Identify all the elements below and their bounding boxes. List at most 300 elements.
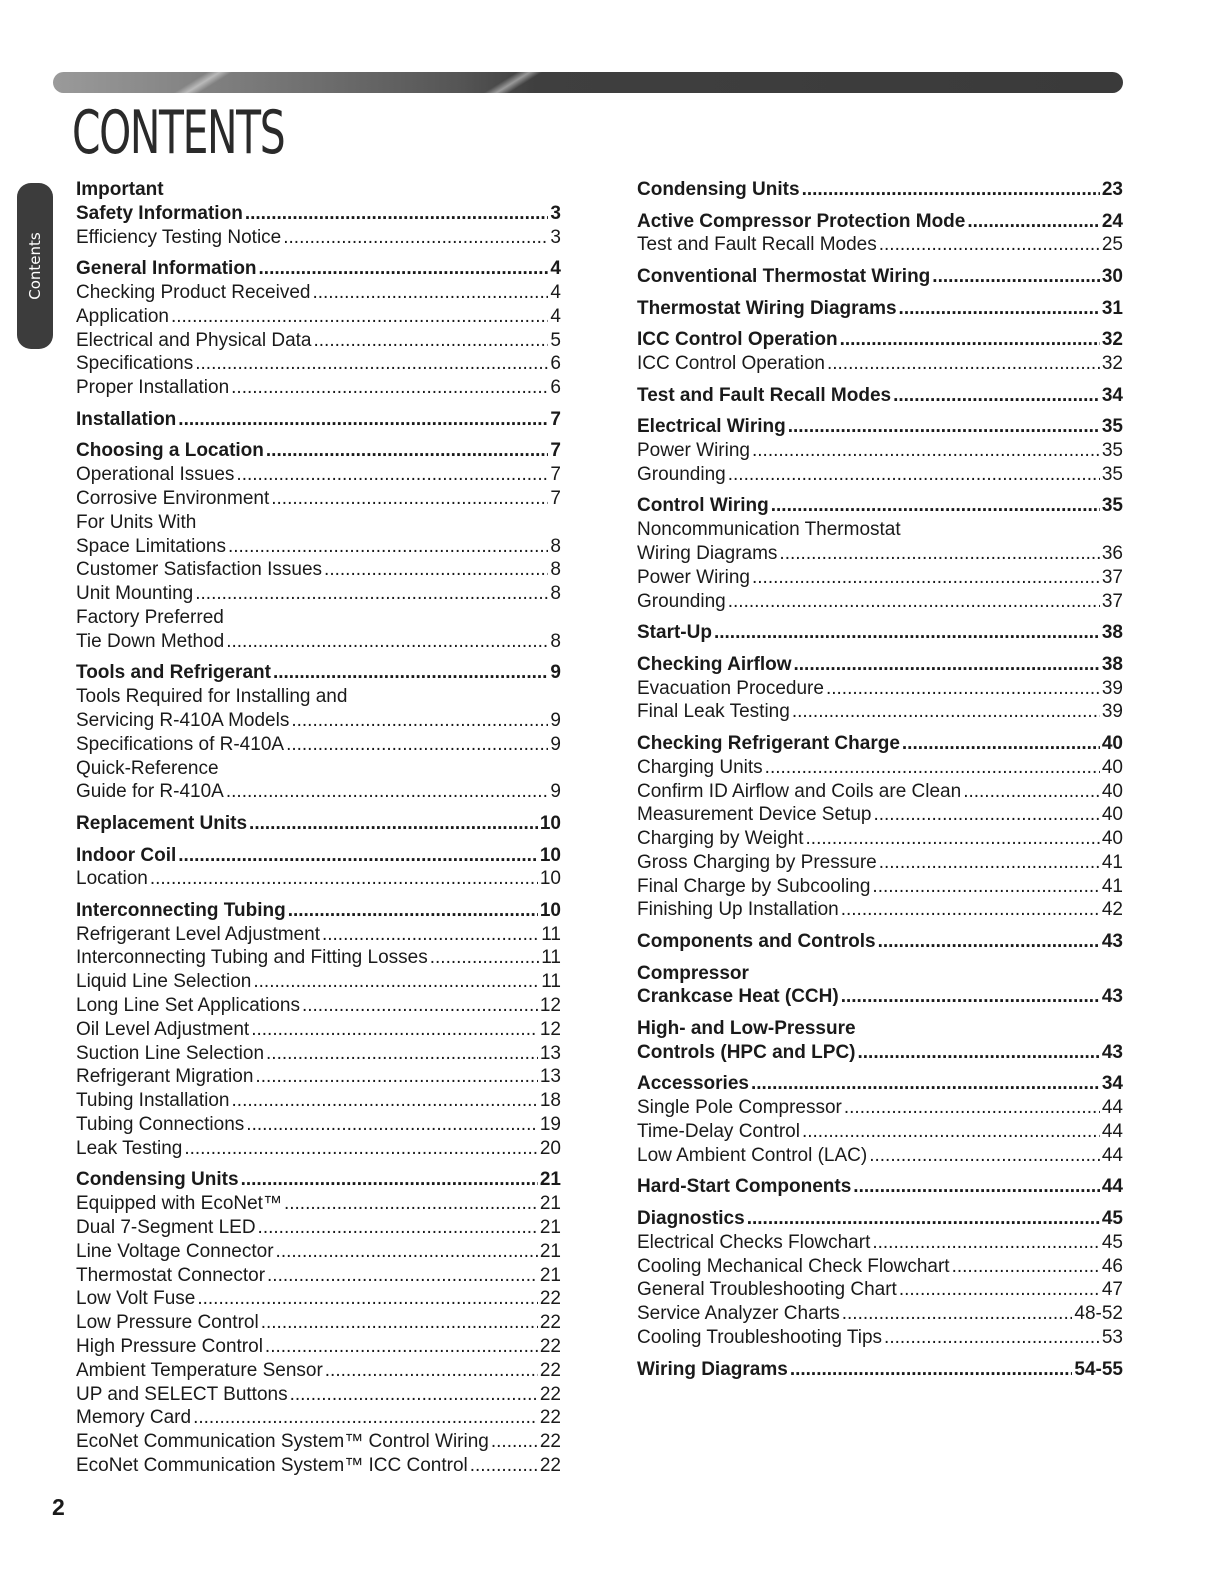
toc-entry [637, 1302, 1123, 1326]
toc-section-heading [637, 415, 1123, 439]
toc-section-heading [76, 178, 561, 202]
toc-entry-title: Proper Installation [76, 377, 230, 399]
toc-page-number: 8 [550, 583, 561, 605]
toc-section-heading [637, 265, 1123, 289]
toc-entry [76, 1240, 561, 1264]
toc-page-number: 4 [550, 281, 561, 303]
dot-leader [226, 630, 548, 654]
toc-page-number: 45 [1101, 1231, 1123, 1253]
toc-entry-title: Crankcase Heat (CCH) [637, 986, 839, 1008]
dot-leader [779, 542, 1099, 566]
dot-leader [266, 1042, 538, 1066]
toc-entry-title: ICC Control Operation [637, 329, 838, 351]
toc-page-number: 35 [1101, 416, 1123, 438]
toc-entry-title: Final Leak Testing [637, 701, 790, 723]
toc-entry [637, 827, 1123, 851]
toc-page-number: 21 [539, 1264, 561, 1286]
toc-page-number: 9 [550, 733, 561, 755]
dot-leader [872, 875, 1099, 899]
dot-leader [878, 930, 1100, 954]
dot-leader [788, 415, 1100, 439]
toc-entry [637, 1144, 1123, 1168]
toc-page-number: 4 [550, 258, 561, 280]
toc-entry-title: Efficiency Testing Notice [76, 226, 282, 248]
toc-page-number: 7 [550, 440, 561, 462]
toc-entry-title: Choosing a Location [76, 440, 264, 462]
toc-entry [637, 463, 1123, 487]
toc-entry-title: Corrosive Environment [76, 487, 270, 509]
toc-entry-title: Safety Information [76, 202, 243, 224]
toc-entry-title: Interconnecting Tubing and Fitting Losses [76, 947, 428, 969]
toc-entry-title: Start-Up [637, 622, 712, 644]
toc-page-number: 9 [550, 662, 561, 684]
toc-entry [637, 518, 1123, 542]
toc-entry [637, 875, 1123, 899]
toc-section-heading [76, 408, 561, 432]
toc-section-heading [76, 1168, 561, 1192]
toc-entry-title: Tie Down Method [76, 630, 225, 652]
dot-leader [273, 661, 548, 685]
toc-entry [637, 542, 1123, 566]
toc-page-number: 24 [1101, 210, 1123, 232]
toc-page-number: 22 [539, 1383, 561, 1405]
toc-entry-title: Tools and Refrigerant [76, 662, 271, 684]
dot-leader [197, 1287, 538, 1311]
toc-entry-title: Replacement Units [76, 812, 248, 834]
toc-entry-title: Wiring Diagrams [637, 542, 778, 564]
toc-entry-title: Dual 7-Segment LED [76, 1217, 256, 1239]
toc-entry [76, 733, 561, 757]
toc-page-number: 22 [539, 1336, 561, 1358]
toc-entry [76, 582, 561, 606]
dot-leader [150, 867, 538, 891]
dot-leader [271, 487, 548, 511]
toc-section-heading [76, 257, 561, 281]
toc-page-number: 10 [539, 899, 561, 921]
dot-leader [792, 700, 1100, 724]
toc-entry [76, 867, 561, 891]
toc-page-number: 35 [1101, 463, 1123, 485]
dot-leader [288, 899, 538, 923]
dot-leader [184, 1137, 538, 1161]
toc-page-number: 43 [1101, 1041, 1123, 1063]
toc-entry-title: High Pressure Control [76, 1336, 263, 1358]
dot-leader [261, 1311, 538, 1335]
toc-section-heading [637, 1041, 1123, 1065]
toc-page-number: 40 [1101, 756, 1123, 778]
toc-entry-title: Finishing Up Installation [637, 899, 839, 921]
dot-leader [873, 803, 1099, 827]
dot-leader [491, 1430, 538, 1454]
toc-page-number: 40 [1101, 828, 1123, 850]
toc-page-number: 35 [1101, 439, 1123, 461]
toc-section-heading [76, 812, 561, 836]
toc-page-number: 53 [1101, 1327, 1123, 1349]
toc-entry-title: Diagnostics [637, 1208, 745, 1230]
toc-page-number: 31 [1101, 297, 1123, 319]
toc-entry-title: Electrical Checks Flowchart [637, 1231, 871, 1253]
toc-entry-title: High- and Low-Pressure [637, 1018, 856, 1040]
dot-leader [771, 494, 1100, 518]
toc-page-number: 21 [539, 1240, 561, 1262]
toc-entry [76, 329, 561, 353]
toc-entry [76, 606, 561, 630]
toc-entry-title: Location [76, 868, 148, 890]
dot-leader [241, 1168, 538, 1192]
toc-page-number: 3 [550, 202, 561, 224]
dot-leader [879, 233, 1100, 257]
toc-page-number: 9 [550, 709, 561, 731]
toc-entry [76, 994, 561, 1018]
toc-page-number: 8 [550, 535, 561, 557]
toc-page-number: 34 [1101, 1073, 1123, 1095]
dot-leader [171, 305, 548, 329]
toc-entry-title: Charging by Weight [637, 828, 804, 850]
toc-entry-title: Refrigerant Migration [76, 1066, 254, 1088]
toc-page-number: 44 [1101, 1144, 1123, 1166]
toc-page-number: 10 [539, 812, 561, 834]
dot-leader [290, 1383, 538, 1407]
toc-page-number: 43 [1101, 986, 1123, 1008]
toc-page-number: 39 [1101, 677, 1123, 699]
dot-leader [841, 985, 1100, 1009]
toc-section-heading [637, 1207, 1123, 1231]
toc-entry-title: Grounding [637, 463, 726, 485]
dot-leader [728, 590, 1100, 614]
toc-entry-title: Specifications [76, 353, 194, 375]
toc-entry [76, 630, 561, 654]
toc-page-number: 48-52 [1074, 1303, 1123, 1325]
dot-leader [245, 202, 549, 226]
dot-leader [752, 439, 1100, 463]
toc-entry [76, 1287, 561, 1311]
toc-entry-title: Checking Refrigerant Charge [637, 732, 900, 754]
toc-entry-title: Measurement Device Setup [637, 804, 872, 826]
toc-page-number: 35 [1101, 495, 1123, 517]
toc-entry-title: Factory Preferred [76, 606, 224, 628]
toc-entry [76, 535, 561, 559]
dot-leader [932, 265, 1100, 289]
toc-entry [76, 511, 561, 535]
toc-page-number: 13 [539, 1066, 561, 1088]
toc-entry [637, 803, 1123, 827]
toc-entry [637, 352, 1123, 376]
toc-entry-title: Liquid Line Selection [76, 971, 252, 993]
dot-leader [751, 1072, 1100, 1096]
toc-entry-title: Low Pressure Control [76, 1312, 259, 1334]
header-decorative-bar [53, 72, 1123, 93]
toc-entry-title: Wiring Diagrams [637, 1358, 788, 1380]
dot-leader [470, 1454, 538, 1478]
toc-entry-title: Condensing Units [76, 1169, 239, 1191]
toc-section-heading [76, 439, 561, 463]
dot-leader [967, 210, 1100, 234]
toc-entry [76, 685, 561, 709]
dot-leader [232, 1089, 538, 1113]
dot-leader [286, 733, 548, 757]
dot-leader [844, 1096, 1100, 1120]
dot-leader [806, 827, 1100, 851]
toc-page-number: 8 [550, 559, 561, 581]
toc-page-number: 9 [550, 781, 561, 803]
toc-entry-title: Cooling Mechanical Check Flowchart [637, 1255, 950, 1277]
toc-section-heading [637, 653, 1123, 677]
toc-entry-title: Leak Testing [76, 1137, 183, 1159]
dot-leader [879, 851, 1100, 875]
toc-entry-title: Test and Fault Recall Modes [637, 384, 892, 406]
toc-entry [76, 1192, 561, 1216]
dot-leader [249, 812, 538, 836]
toc-page-number: 38 [1101, 622, 1123, 644]
toc-right-column [637, 178, 1123, 1381]
toc-entry-title: Interconnecting Tubing [76, 899, 286, 921]
dot-leader [842, 1302, 1073, 1326]
toc-page-number: 46 [1101, 1255, 1123, 1277]
dot-leader [884, 1326, 1100, 1350]
toc-entry [76, 1383, 561, 1407]
toc-entry-title: Condensing Units [637, 179, 800, 200]
dot-leader [178, 408, 548, 432]
dot-leader [259, 257, 549, 281]
toc-page-number: 45 [1101, 1208, 1123, 1230]
toc-page-number: 25 [1101, 234, 1123, 256]
toc-entry [637, 233, 1123, 257]
dot-leader [893, 384, 1100, 408]
dot-leader [802, 1120, 1100, 1144]
toc-entry [76, 1335, 561, 1359]
toc-entry [76, 780, 561, 804]
toc-entry [637, 1326, 1123, 1350]
dot-leader [790, 1358, 1073, 1382]
toc-section-heading [637, 985, 1123, 1009]
toc-entry [76, 1065, 561, 1089]
toc-entry [637, 756, 1123, 780]
toc-entry-title: Checking Product Received [76, 281, 311, 303]
toc-entry [76, 1137, 561, 1161]
toc-section-heading [637, 962, 1123, 986]
toc-entry-title: Space Limitations [76, 535, 226, 557]
toc-entry [637, 439, 1123, 463]
dot-leader [853, 1175, 1100, 1199]
toc-entry [637, 898, 1123, 922]
toc-page-number: 22 [539, 1312, 561, 1334]
toc-entry-title: Active Compressor Protection Mode [637, 210, 966, 232]
toc-page-number: 39 [1101, 701, 1123, 723]
toc-entry-title: Compressor [637, 962, 749, 984]
side-tab-label: Contents [26, 232, 44, 300]
toc-entry [76, 376, 561, 400]
dot-leader [963, 780, 1100, 804]
dot-leader [322, 923, 539, 947]
toc-entry-title: Ambient Temperature Sensor [76, 1359, 323, 1381]
toc-entry-title: Noncommunication Thermostat [637, 519, 901, 541]
toc-entry-title: General Troubleshooting Chart [637, 1279, 897, 1301]
toc-entry [637, 780, 1123, 804]
toc-entry [76, 709, 561, 733]
dot-leader [752, 566, 1100, 590]
dot-leader [178, 844, 538, 868]
toc-entry-title: Tubing Installation [76, 1090, 230, 1112]
dot-leader [226, 780, 549, 804]
toc-entry-title: Final Charge by Subcooling [637, 875, 871, 897]
toc-section-heading [637, 621, 1123, 645]
dot-leader [195, 582, 548, 606]
toc-entry-title: Time-Delay Control [637, 1121, 800, 1143]
toc-section-heading [637, 178, 1123, 202]
dot-leader [841, 898, 1100, 922]
toc-section-heading [76, 844, 561, 868]
toc-section-heading [637, 328, 1123, 352]
dot-leader [858, 1041, 1100, 1065]
toc-page-number: 34 [1101, 384, 1123, 406]
dot-leader [283, 226, 548, 250]
toc-entry [76, 1359, 561, 1383]
toc-page-number: 44 [1101, 1121, 1123, 1143]
toc-entry-title: Gross Charging by Pressure [637, 851, 877, 873]
toc-entry [76, 1042, 561, 1066]
dot-leader [266, 439, 549, 463]
dot-leader [872, 1231, 1100, 1255]
toc-entry [76, 946, 561, 970]
toc-entry [637, 851, 1123, 875]
dot-leader [267, 1264, 538, 1288]
toc-page-number: 11 [541, 947, 561, 969]
toc-entry-title: Memory Card [76, 1407, 192, 1429]
toc-entry [76, 487, 561, 511]
dot-leader [899, 1278, 1100, 1302]
toc-entry-title: Checking Airflow [637, 653, 792, 675]
toc-section-heading [637, 1358, 1123, 1382]
toc-page-number: 30 [1101, 265, 1123, 287]
toc-page-number: 5 [550, 329, 561, 351]
toc-section-heading [637, 297, 1123, 321]
toc-section-heading [637, 494, 1123, 518]
dot-leader [826, 677, 1100, 701]
dot-leader [793, 653, 1099, 677]
toc-page-number: 11 [541, 923, 561, 945]
dot-leader [430, 946, 540, 970]
page-title: CONTENTS [72, 98, 285, 168]
toc-entry-title: Line Voltage Connector [76, 1240, 274, 1262]
toc-page-number: 22 [539, 1359, 561, 1381]
toc-entry [76, 352, 561, 376]
toc-entry [637, 677, 1123, 701]
toc-entry [76, 757, 561, 781]
toc-entry [76, 970, 561, 994]
toc-entry [637, 1096, 1123, 1120]
dot-leader [747, 1207, 1100, 1231]
toc-page-number: 7 [550, 487, 561, 509]
toc-entry-title: Unit Mounting [76, 583, 194, 605]
toc-entry-title: Tubing Connections [76, 1114, 245, 1136]
toc-entry-title: Tools Required for Installing and [76, 686, 348, 708]
toc-entry-title: Guide for R-410A [76, 781, 224, 803]
toc-page-number: 42 [1101, 899, 1123, 921]
toc-entry-title: Quick-Reference [76, 757, 219, 779]
toc-entry [76, 1113, 561, 1137]
toc-entry-title: Suction Line Selection [76, 1042, 265, 1064]
dot-leader [255, 1065, 537, 1089]
toc-page-number: 23 [1101, 179, 1123, 200]
dot-leader [302, 994, 538, 1018]
dot-leader [284, 1192, 538, 1216]
toc-page-number: 40 [1101, 732, 1123, 754]
dot-leader [312, 281, 548, 305]
toc-entry-title: Application [76, 305, 169, 327]
toc-entry-title: UP and SELECT Buttons [76, 1383, 288, 1405]
dot-leader [265, 1335, 538, 1359]
toc-entry [76, 1216, 561, 1240]
toc-page-number: 19 [539, 1114, 561, 1136]
toc-page-number: 3 [550, 226, 561, 248]
toc-page-number: 41 [1101, 875, 1123, 897]
dot-leader [228, 535, 548, 559]
toc-page-number: 32 [1101, 329, 1123, 351]
toc-section-heading [637, 1175, 1123, 1199]
dot-leader [236, 463, 548, 487]
toc-left-column [76, 178, 561, 1478]
toc-entry [637, 566, 1123, 590]
toc-section-heading [637, 1017, 1123, 1041]
toc-entry-title: Cooling Troubleshooting Tips [637, 1327, 883, 1349]
dot-leader [827, 352, 1100, 376]
toc-entry-title: Evacuation Procedure [637, 677, 824, 699]
dot-leader [231, 376, 548, 400]
toc-entry-title: Low Ambient Control (LAC) [637, 1144, 868, 1166]
toc-entry [637, 1278, 1123, 1302]
toc-entry-title: Control Wiring [637, 495, 769, 517]
dot-leader [195, 352, 548, 376]
toc-page-number: 22 [539, 1407, 561, 1429]
toc-page-number: 21 [539, 1193, 561, 1215]
toc-entry-title: Low Volt Fuse [76, 1288, 196, 1310]
dot-leader [728, 463, 1100, 487]
toc-entry-title: ICC Control Operation [637, 352, 825, 374]
toc-section-heading [76, 661, 561, 685]
toc-entry [637, 1255, 1123, 1279]
toc-page-number: 40 [1101, 804, 1123, 826]
toc-entry-title: Hard-Start Components [637, 1176, 852, 1198]
toc-entry [637, 590, 1123, 614]
toc-page-number: 37 [1101, 566, 1123, 588]
toc-entry-title: Important [76, 179, 164, 200]
toc-entry-title: Service Analyzer Charts [637, 1303, 840, 1325]
bar-highlight [158, 72, 248, 93]
toc-entry [76, 463, 561, 487]
toc-section-heading [637, 930, 1123, 954]
toc-page-number: 11 [541, 971, 561, 993]
toc-page-number: 12 [539, 1018, 561, 1040]
dot-leader [246, 1113, 538, 1137]
toc-entry-title: Refrigerant Level Adjustment [76, 923, 320, 945]
toc-entry [637, 1231, 1123, 1255]
toc-entry-title: EcoNet Communication System™ ICC Control [76, 1455, 468, 1477]
dot-leader [324, 558, 548, 582]
toc-section-heading [76, 899, 561, 923]
page-number: 2 [52, 1494, 65, 1520]
toc-page-number: 20 [539, 1137, 561, 1159]
toc-section-heading [637, 210, 1123, 234]
toc-page-number: 22 [539, 1288, 561, 1310]
toc-page-number: 41 [1101, 851, 1123, 873]
toc-page-number: 21 [539, 1169, 561, 1191]
toc-page-number: 13 [539, 1042, 561, 1064]
toc-page-number: 47 [1101, 1279, 1123, 1301]
section-side-tab [17, 183, 53, 349]
toc-entry [76, 226, 561, 250]
toc-page-number: 8 [550, 630, 561, 652]
toc-entry [76, 923, 561, 947]
